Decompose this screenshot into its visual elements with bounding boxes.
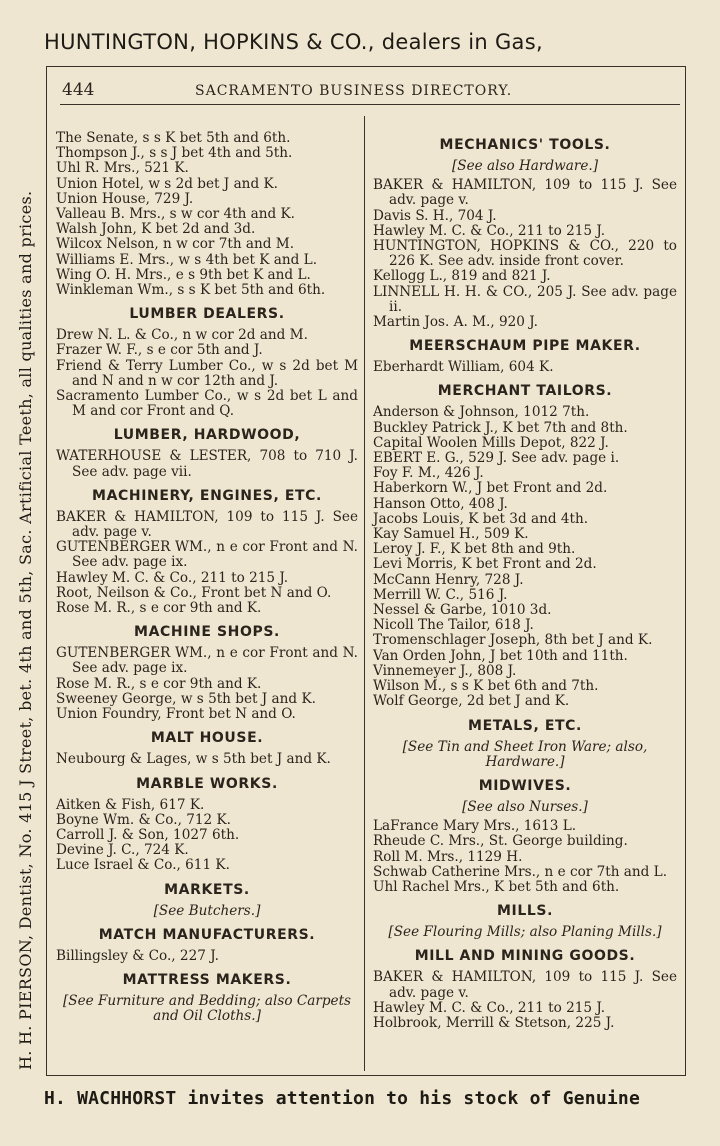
directory-section <box>373 137 677 330</box>
directory-section <box>56 927 358 964</box>
directory-entry: Aitken & Fish, 617 K. <box>56 796 205 813</box>
directory-entry: Nessel & Garbe, 1010 3d. <box>373 602 552 619</box>
section-heading: MILL AND MINING GOODS. <box>414 948 636 965</box>
directory-section <box>56 488 358 616</box>
section-heading: MEERSCHAUM PIPE MAKER. <box>409 338 641 355</box>
directory-section <box>373 718 677 770</box>
directory-entry: Wing O. H. Mrs., e s 9th bet K and L. <box>56 266 311 283</box>
left-column <box>56 131 358 1028</box>
directory-entry: Uhl R. Mrs., 521 K. <box>56 160 189 177</box>
directory-section <box>373 338 677 375</box>
section-heading: METALS, ETC. <box>468 717 582 734</box>
directory-entry: Rose M. R., s e cor 9th and K. <box>56 675 262 692</box>
directory-entry: Rheude C. Mrs., St. George building. <box>373 833 628 850</box>
directory-section <box>373 778 677 895</box>
directory-entry: Union Hotel, w s 2d bet J and K. <box>56 175 278 192</box>
directory-entry: LINNELL H. H. & CO., 205 J. See adv. page ii. <box>373 283 677 315</box>
directory-entry: Drew N. L. & Co., n w cor 2d and M. <box>56 327 308 344</box>
section-heading: MATCH MANUFACTURERS. <box>98 926 316 943</box>
section-heading: MALT HOUSE. <box>150 730 264 747</box>
directory-entry: Thompson J., s s J bet 4th and 5th. <box>56 145 293 162</box>
page-number: 444 <box>62 80 95 100</box>
bottom-advert-banner: H. WACHHORST invites attention to his stock of Genuine <box>44 1088 640 1109</box>
directory-entry: EBERT E. G., 529 J. See adv. page i. <box>373 450 620 467</box>
directory-entry: Winkleman Wm., s s K bet 5th and 6th. <box>56 282 326 299</box>
section-heading: MARBLE WORKS. <box>136 775 278 792</box>
directory-entry: Leroy J. F., K bet 8th and 9th. <box>373 541 576 558</box>
directory-entry: Wilson M., s s K bet 6th and 7th. <box>373 678 599 695</box>
section-heading: MARKETS. <box>164 881 250 898</box>
directory-entry: Sacramento Lumber Co., w s 2d bet L and M and cor Front and Q. <box>56 388 358 420</box>
directory-entry: Carroll J. & Son, 1027 6th. <box>56 826 240 843</box>
page-title: SACRAMENTO BUSINESS DIRECTORY. <box>195 83 513 99</box>
cross-reference: [See Tin and Sheet Iron Ware; also, Hardware.] <box>402 738 648 770</box>
directory-entry: Anderson & Johnson, 1012 7th. <box>373 404 590 421</box>
directory-entry: Nicoll The Tailor, 618 J. <box>373 617 534 634</box>
directory-entry: Schwab Catherine Mrs., n e cor 7th and L. <box>373 863 668 880</box>
directory-section <box>56 306 358 419</box>
directory-entry: LaFrance Mary Mrs., 1613 L. <box>373 818 577 835</box>
directory-entry: Williams E. Mrs., w s 4th bet K and L. <box>56 251 318 268</box>
directory-entry: BAKER & HAMILTON, 109 to 115 J. See adv. page v. <box>373 177 677 209</box>
directory-entry: Jacobs Louis, K bet 3d and 4th. <box>373 510 589 527</box>
section-heading: MIDWIVES. <box>478 777 572 794</box>
directory-entry: Buckley Patrick J., K bet 7th and 8th. <box>373 419 628 436</box>
directory-entry: Hawley M. C. & Co., 211 to 215 J. <box>373 999 606 1016</box>
page-header <box>60 80 680 105</box>
directory-entry: Friend & Terry Lumber Co., w s 2d bet M and N and n w cor 12th and J. <box>56 357 358 389</box>
cross-reference: [See Furniture and Bedding; also Carpets and Oil Cloths.] <box>62 992 352 1025</box>
section-heading: LUMBER, HARDWOOD, <box>113 427 301 444</box>
directory-section <box>56 972 358 1024</box>
directory-entry: BAKER & HAMILTON, 109 to 115 J. See adv. page v. <box>373 969 677 1001</box>
directory-entry: Hanson Otto, 408 J. <box>373 495 508 512</box>
directory-entry: Holbrook, Merrill & Stetson, 225 J. <box>373 1014 615 1031</box>
directory-section <box>56 427 358 479</box>
directory-section <box>56 776 358 874</box>
directory-entry: Boyne Wm. & Co., 712 K. <box>56 811 231 828</box>
section-heading: MACHINE SHOPS. <box>134 624 280 641</box>
directory-entry: Wolf George, 2d bet J and K. <box>373 693 570 710</box>
right-column <box>373 129 677 1031</box>
directory-entry: Kellogg L., 819 and 821 J. <box>373 268 551 285</box>
directory-entry: Billingsley & Co., 227 J. <box>56 947 219 964</box>
cross-reference: [See also Hardware.] <box>451 158 599 174</box>
directory-entry: Hawley M. C. & Co., 211 to 215 J. <box>373 222 606 239</box>
directory-entry: Rose M. R., s e cor 9th and K. <box>56 600 262 617</box>
directory-entry: GUTENBERGER WM., n e cor Front and N. See adv. page ix. <box>56 645 358 677</box>
directory-entry: Eberhardt William, 604 K. <box>373 359 554 376</box>
directory-entry: HUNTINGTON, HOPKINS & CO., 220 to 226 K. See adv. inside front cover. <box>373 238 677 270</box>
directory-entry: WATERHOUSE & LESTER, 708 to 710 J. See adv. page vii. <box>56 448 358 480</box>
directory-entry: Luce Israel & Co., 611 K. <box>56 857 230 874</box>
directory-section <box>373 903 677 940</box>
directory-entry: Roll M. Mrs., 1129 H. <box>373 848 523 865</box>
cross-reference: [See Flouring Mills; also Planing Mills.] <box>388 924 662 941</box>
directory-entry: Devine J. C., 724 K. <box>56 842 189 859</box>
directory-entry: Martin Jos. A. M., 920 J. <box>373 314 538 331</box>
section-heading: MERCHANT TAILORS. <box>437 383 613 400</box>
directory-entry: Vinnemeyer J., 808 J. <box>373 662 517 679</box>
directory-entry: Davis S. H., 704 J. <box>373 207 497 224</box>
section-heading: MATTRESS MAKERS. <box>122 971 292 988</box>
directory-entry: BAKER & HAMILTON, 109 to 115 J. See adv. page v. <box>56 508 358 541</box>
top-advert-banner: HUNTINGTON, HOPKINS & CO., dealers in Gas, <box>44 30 543 54</box>
cross-reference: [See also Nurses.] <box>462 798 588 815</box>
directory-entry: Tromenschlager Joseph, 8th bet J and K. <box>373 632 653 649</box>
directory-entry: GUTENBERGER WM., n e cor Front and N. See adv. page ix. <box>56 539 358 571</box>
directory-section <box>373 383 677 709</box>
directory-entry: Walsh John, K bet 2d and 3d. <box>56 221 256 238</box>
directory-entry: Uhl Rachel Mrs., K bet 5th and 6th. <box>373 878 620 895</box>
directory-entry: Merrill W. C., 516 J. <box>373 586 508 603</box>
directory-entry: Root, Neilson & Co., Front bet N and O. <box>56 584 332 601</box>
directory-entry: Levi Morris, K bet Front and 2d. <box>373 556 597 573</box>
directory-entry: Neubourg & Lages, w s 5th bet J and K. <box>56 751 331 768</box>
directory-entry: Foy F. M., 426 J. <box>373 465 484 482</box>
section-heading: MECHANICS' TOOLS. <box>439 137 611 153</box>
section-heading: LUMBER DEALERS. <box>129 306 285 323</box>
directory-section <box>373 948 677 1031</box>
directory-entry: Haberkorn W., J bet Front and 2d. <box>373 480 608 497</box>
directory-entry: Hawley M. C. & Co., 211 to 215 J. <box>56 569 289 586</box>
cross-reference: [See Butchers.] <box>153 902 261 919</box>
directory-entry: Frazer W. F., s e cor 5th and J. <box>56 342 263 359</box>
directory-entry: Union Foundry, Front bet N and O. <box>56 706 296 723</box>
directory-entry: Van Orden John, J bet 10th and 11th. <box>373 647 628 664</box>
directory-entry: Capital Woolen Mills Depot, 822 J. <box>373 434 609 451</box>
section-heading: MACHINERY, ENGINES, ETC. <box>92 487 322 504</box>
directory-entry: Valleau B. Mrs., s w cor 4th and K. <box>56 206 295 223</box>
directory-section <box>56 624 358 722</box>
column-divider <box>364 116 365 1071</box>
directory-entry: Wilcox Nelson, n w cor 7th and M. <box>56 236 295 253</box>
directory-section <box>56 882 358 919</box>
directory-section <box>56 131 358 298</box>
directory-entry: The Senate, s s K bet 5th and 6th. <box>56 130 291 146</box>
directory-entry: Sweeney George, w s 5th bet J and K. <box>56 690 316 707</box>
directory-entry: McCann Henry, 728 J. <box>373 571 524 588</box>
section-heading: MILLS. <box>497 903 553 920</box>
directory-entry: Kay Samuel H., 509 K. <box>373 526 529 543</box>
directory-entry: Union House, 729 J. <box>56 190 194 207</box>
directory-section <box>56 730 358 767</box>
side-advert-banner: H. H. PIERSON, Dentist, No. 415 J Street, bet. 4th and 5th, Sac. Artificial Teeth, all qualities and prices. <box>16 190 35 1070</box>
